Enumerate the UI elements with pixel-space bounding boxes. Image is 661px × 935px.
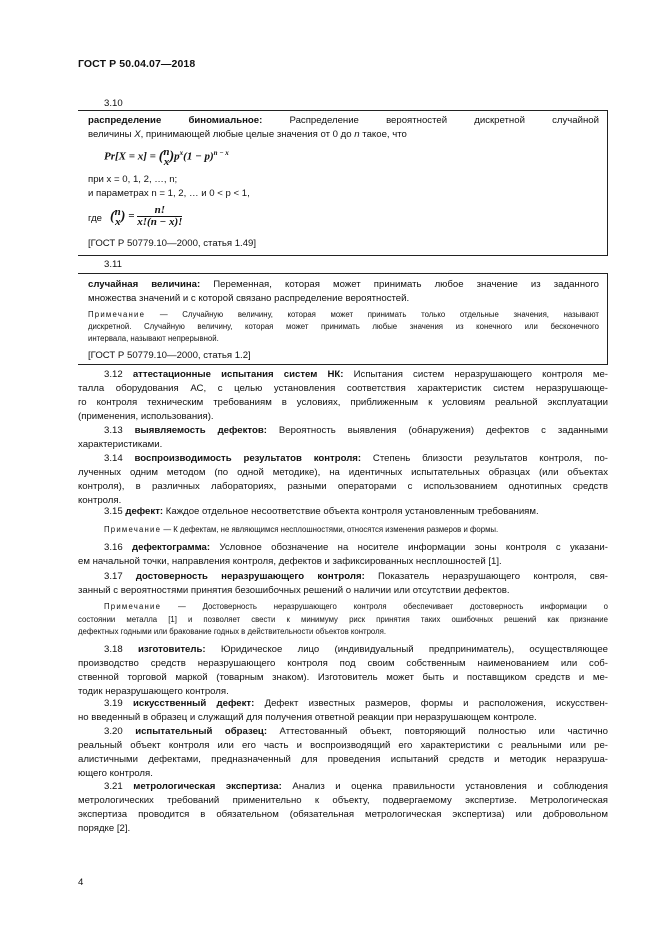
note-3-15: Примечание — К дефектам, не являющимся несплошностями, относятся изменения размеров и формы. xyxy=(104,525,499,534)
where-label: где xyxy=(88,213,103,224)
document-header: ГОСТ Р 50.04.07—2018 xyxy=(78,58,196,70)
term-line: распределение биномиальное: Распределение вероятностей дискретной случайной xyxy=(88,115,599,126)
definition-3-13: 3.13 выявляемость дефектов: Вероятность выявления (обнаружения) дефектов с заданными характеристиками. xyxy=(78,425,608,450)
binomial-coefficient-formula: ( n x ) = $\frac{n!}{x!(n - x)!}$ xyxy=(110,204,183,228)
definition-3-17: 3.17 достоверность неразрушающего контроля: Показатель неразрушающего контроля, свя- занный с вероятностями принятия безошибочных решений о наличии или отсутствии дефектов. xyxy=(78,571,608,596)
definition-3-21: 3.21 метрологическая экспертиза: Анализ и оценка правильности установления и соблюдения метрологических требований применительно к объекту, подвергаемому экспертизе. Метрологическая экспертиза проводится в обязательном (обязательная метрологическая экспертиза) или добровольном порядке [2]. xyxy=(78,781,608,834)
term-source: [ГОСТ Р 50779.10—2000, статья 1.49] xyxy=(88,238,257,249)
condition-line: при x = 0, 1, 2, …, n; xyxy=(88,174,178,185)
condition-line: и параметрах n = 1, 2, … и 0 < p < 1, xyxy=(88,188,250,199)
term-note: дискретной. Случайную величину, которая может принимать любые значения из конечного или бесконечного xyxy=(88,322,599,331)
note-3-17: Примечание — Достоверность неразрушающего контроля обеспечивает достоверность информации о состоянии металла [1] и позволяет свести к минимуму риск принятия таких ошибочных решений как признание дефектных годными или бракование годных в действительности объектов контроля. xyxy=(78,602,608,636)
definition-3-20: 3.20 испытательный образец: Аттестованный объект, повторяющий полностью или частично реальный объект контроля или его часть и воспроизводящий его характеристики с реальными или ре- алистичными дефектами, предназначенный для проведения испытаний средств и методик неразруша- ющего контроля. xyxy=(78,726,608,779)
term-source: [ГОСТ Р 50779.10—2000, статья 1.2] xyxy=(88,350,251,361)
binomial-formula: Pr[X = x] = ( n x )$p^x(1 - p)^{n - x}$ xyxy=(104,146,229,169)
term-line: величины X, принимающей любые целые значения от 0 до n такое, что xyxy=(88,129,407,140)
term-box-random-variable xyxy=(78,273,608,365)
definition-3-18: 3.18 изготовитель: Юридическое лицо (индивидуальный предприниматель), осуществляющее производство средств неразрушающего контроля под своим собственным наименованием или соб- ственной торговой маркой (товарным знаком). Изготовитель может быть и поставщиком средств и ме- тодик неразрушающего контроля. xyxy=(78,644,608,697)
definition-3-12: 3.12 аттестационные испытания систем НК: Испытания систем неразрушающего контроля ме- талла оборудования АС, с целью установления соответствия характеристик систем неразрушающе- го контроля техническим требованиям в условиях, приближенным к условиям реальной эксплуатации (применения, использования). xyxy=(78,369,608,422)
definition-3-14: 3.14 воспроизводимость результатов контроля: Степень близости результатов контроля, по- лученных одним методом (по одной методике), на идентичных испытательных образцах (или объектах контроля), в различных лабораториях, разными операторами с использованием однотипных средств контроля. xyxy=(78,453,608,506)
term-box-binomial xyxy=(78,110,608,256)
term-number: 3.11 xyxy=(104,259,122,270)
term-note: интервала, называют непрерывной. xyxy=(88,334,219,343)
definition-3-15: 3.15 дефект: Каждое отдельное несоответствие объекта контроля установленным требованиям. xyxy=(104,506,539,517)
definition-3-19: 3.19 искусственный дефект: Дефект известных размеров, формы и расположения, искусствен- но введенный в образец и служащий для получения ответной реакции при неразрушающем контроле. xyxy=(78,698,608,723)
definition-3-16: 3.16 дефектограмма: Условное обозначение на носителе информации зоны контроля с указани- ем начальной точки, направления контроля, дефектов и зафиксированных несплошностей [1]. xyxy=(78,542,608,567)
term-line: множества значений и с которой связано распределение вероятностей. xyxy=(88,293,410,304)
page-number: 4 xyxy=(78,877,84,888)
term-number: 3.10 xyxy=(104,98,123,109)
term-line: случайная величина: Переменная, которая может принимать любое значение из заданного xyxy=(88,279,599,290)
term-note: Примечание — Случайную величину, которая может принимать только отдельные значения, называют xyxy=(88,310,599,319)
